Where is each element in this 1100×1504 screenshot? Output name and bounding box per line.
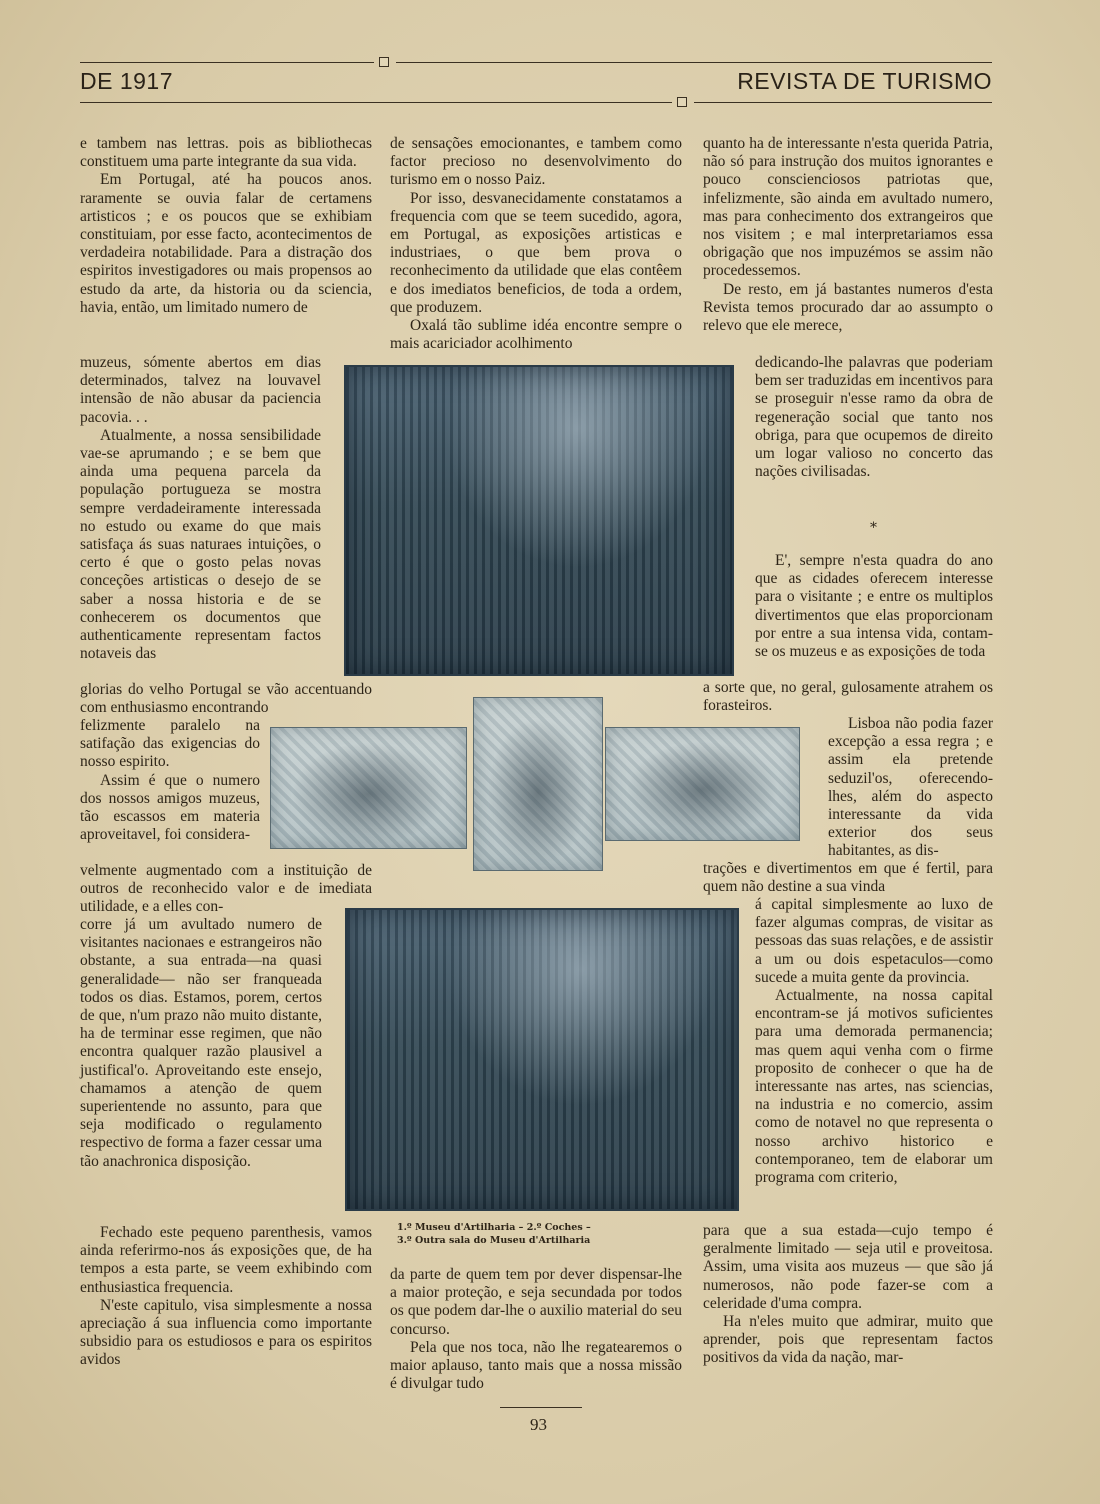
paragraph: E', sempre n'esta quadra do ano que as cidades oferecem interesse para o visitante ; e entre os multiplos divertimentos que elas proporcionam por entre a sua intensa vida, contam-se os muzeus e as exposições de toda: [755, 552, 993, 661]
paragraph: Fechado este pequeno parenthesis, vamos ainda referirmo-nos ás exposições que, de ha tempos a esta parte, se veem exhibindo com enthusiastica frequencia.: [80, 1224, 372, 1296]
paragraph: e tambem nas lettras. pois as bibliothecas constituem uma parte integrante da sua vida.: [80, 135, 372, 171]
paragraph: da parte de quem tem por dever dispensar-lhe a maior proteção, e seja secundada por todos os que podem dar-lhe o auxilio material do seu concurso.: [390, 1266, 682, 1338]
caption-line-2: 3.º Outra sala do Museu d'Artilharia: [397, 1235, 591, 1246]
col2-block-a: [390, 135, 682, 353]
carriage-photo-right: [605, 727, 800, 841]
paragraph: Lisboa não podia fazer excepção a essa regra ; e assim ela pretende seduzil'os, oferecendo-lhes, além do aspecto interessante da vida exterior dos seus habitantes, as dis-: [828, 715, 993, 860]
col2-block-b: [390, 1266, 682, 1393]
header-ornament-top: [379, 57, 389, 67]
col1-block-d: [80, 717, 260, 844]
col3-block-f: [703, 860, 993, 896]
col3-block-a: [703, 135, 993, 335]
paragraph: velmente augmentado com a instituição de outros de reconhecido valor e de imediata utilidade, e a elles con-: [80, 862, 372, 916]
header-date: DE 1917: [80, 68, 174, 94]
paragraph: á capital simplesmente ao luxo de fazer algumas compras, de visitar as pessoas das suas relações, e de assistir a um ou dois espetaculos—como sucede a muita gente da provincia.: [755, 896, 993, 986]
col1-block-c: [80, 681, 372, 717]
paragraph: corre já um avultado numero de visitantes nacionaes e estrangeiros não obstante, a sua entrada—na quasi generalidade— não ser franqueada todos os dias. Estamos, porem, certos de que, n'um prazo não muito distante, ha de terminar esse regimen, que não encontra qualquer razão plausivel a justifical'o. Aproveitando este ensejo, chamamos a atenção de quem superientende no assunto, para que seja modificado o regulamento respectivo de forma a fazer cessar uma tão anachronica disposição.: [80, 916, 322, 1170]
paragraph: Oxalá tão sublime idéa encontre sempre o mais acariciador acolhimento: [390, 317, 682, 353]
page-number: 93: [530, 1415, 547, 1434]
paragraph: Pela que nos toca, não lhe regatearemos o maior aplauso, tanto mais que a nossa missão é divulgar tudo: [390, 1338, 682, 1393]
paragraph: Ha n'eles muito que admirar, muito que aprender, pois que representam factos positivos da vida da nação, mar-: [703, 1313, 993, 1367]
paragraph: Atualmente, a nossa sensibilidade vae-se aprumando ; e se bem que ainda uma pequena parcela da população portugueza se mostra sempre verdadeiramente interessada no estudo ou exame do que mais satisfaça ás suas naturaes intuições, o certo é que o gosto pelas novas conceções artisticas o desejo de se saber a nossa historia e de se conhecerem os documentos que authenticamente representam factos notaveis das: [80, 426, 321, 663]
paragraph: glorias do velho Portugal se vão accentuando com enthusiasmo encontrando: [80, 681, 372, 717]
header-magazine-title: REVISTA DE TURISMO: [737, 68, 992, 94]
col3-block-e: [828, 715, 993, 861]
header-rule-bottom-right: [694, 102, 992, 103]
paragraph: quanto ha de interessante n'esta querida Patria, não só para instrução dos muitos ignorantes e pouco conscienciosos patriotas que, infelizmente, são ainda em avultado numero, mas para conhecimento dos extrangeiros que nos visitem ; e mal interpretariamos essa obrigação que nos impuzémos se assim não procedessemos.: [703, 135, 993, 280]
museum-photo-artillery-hall: [344, 365, 734, 676]
paragraph: Assim é que o numero dos nossos amigos muzeus, tão escassos em materia aproveitavel, foi considera-: [80, 771, 260, 844]
col1-block-b: [80, 354, 321, 663]
col3-block-c: [755, 552, 993, 661]
header-rule-top-left: [80, 62, 374, 63]
paragraph: Em Portugal, até ha poucos anos. raramente se ouvia falar de certamens artisticos ; e os poucos que se exhibiam constituiam, por esse facto, acontecimentos de verdadeira notabilidade. Para a distração dos espiritos investigadores ou mais propensos ao estudo da arte, da historia ou da sciencia, havia, então, um limitado numero de: [80, 171, 372, 316]
section-divider-star: *: [870, 520, 877, 536]
col3-block-g: [755, 896, 993, 1187]
paragraph: felizmente paralelo na satifação das exigencias do nosso espirito.: [80, 717, 260, 771]
col3-block-b: [755, 354, 993, 481]
paragraph: muzeus, sómente abertos em dias determinados, talvez na louvavel intensão de não abusar da paciencia pacovia. . .: [80, 354, 321, 426]
footer-rule: [500, 1407, 582, 1408]
paragraph: N'este capitulo, visa simplesmente a nossa apreciação á sua influencia como importante subsidio para os estudiosos e para os espiritos avidos: [80, 1296, 372, 1369]
header-rule-bottom-left: [80, 102, 672, 103]
carriage-photo-left: [270, 727, 467, 849]
col1-block-a: [80, 135, 372, 317]
col1-block-e: [80, 862, 372, 917]
paragraph: dedicando-lhe palavras que poderiam bem ser traduzidas em incentivos para se proseguir n'esse ramo da obra de regeneração social que tanto nos obriga, para que ocupemos de direito um logar valioso no concerto das nações civilisadas.: [755, 354, 993, 481]
paragraph: para que a sua estada—cujo tempo é geralmente limitado — seja util e proveitosa. Assim, uma visita aos muzeus — que são já numerosos, não pode fazer-se com a celeridade d'uma compra.: [703, 1222, 993, 1312]
carriage-ornament-photo: [473, 697, 603, 871]
col3-block-h: [703, 1222, 993, 1368]
paragraph: trações e divertimentos em que é fertil, para quem não destine a sua vinda: [703, 860, 993, 896]
header-ornament-bottom: [677, 97, 687, 107]
paragraph: De resto, em já bastantes numeros d'esta Revista temos procurado dar ao assumpto o relevo que ele merece,: [703, 280, 993, 335]
paragraph: Actualmente, na nossa capital encontram-se já motivos suficientes para uma demorada permanencia; mas quem aqui venha com o firme proposito de conhecer o que ha de interessante nas artes, nas sciencias, na industria e no comercio, assim como de notavel no que representa o nosso archivo historico e contemporaneo, tem de elaborar um programa com criterio,: [755, 987, 993, 1187]
caption-line-1: 1.º Museu d'Artilharia – 2.º Coches –: [397, 1222, 591, 1233]
paragraph: a sorte que, no geral, gulosamente atrahem os forasteiros.: [703, 679, 993, 715]
header-rule-top-right: [396, 62, 992, 63]
paragraph: de sensações emocionantes, e tambem como factor precioso no desenvolvimento do turismo em o nosso Paiz.: [390, 135, 682, 189]
paragraph: Por isso, desvanecidamente constatamos a frequencia com que se teem sucedido, agora, em Portugal, as exposições artisticas e industriaes, o que bem prova o reconhecimento da utilidade que elas contêem e dos imediatos beneficios, de toda a ordem, que produzem.: [390, 189, 682, 316]
photo-caption: [397, 1221, 637, 1247]
museum-photo-artillery-room: [345, 908, 739, 1211]
col1-block-f: [80, 916, 322, 1171]
col3-block-d: [703, 679, 993, 715]
col1-block-g: [80, 1224, 372, 1370]
